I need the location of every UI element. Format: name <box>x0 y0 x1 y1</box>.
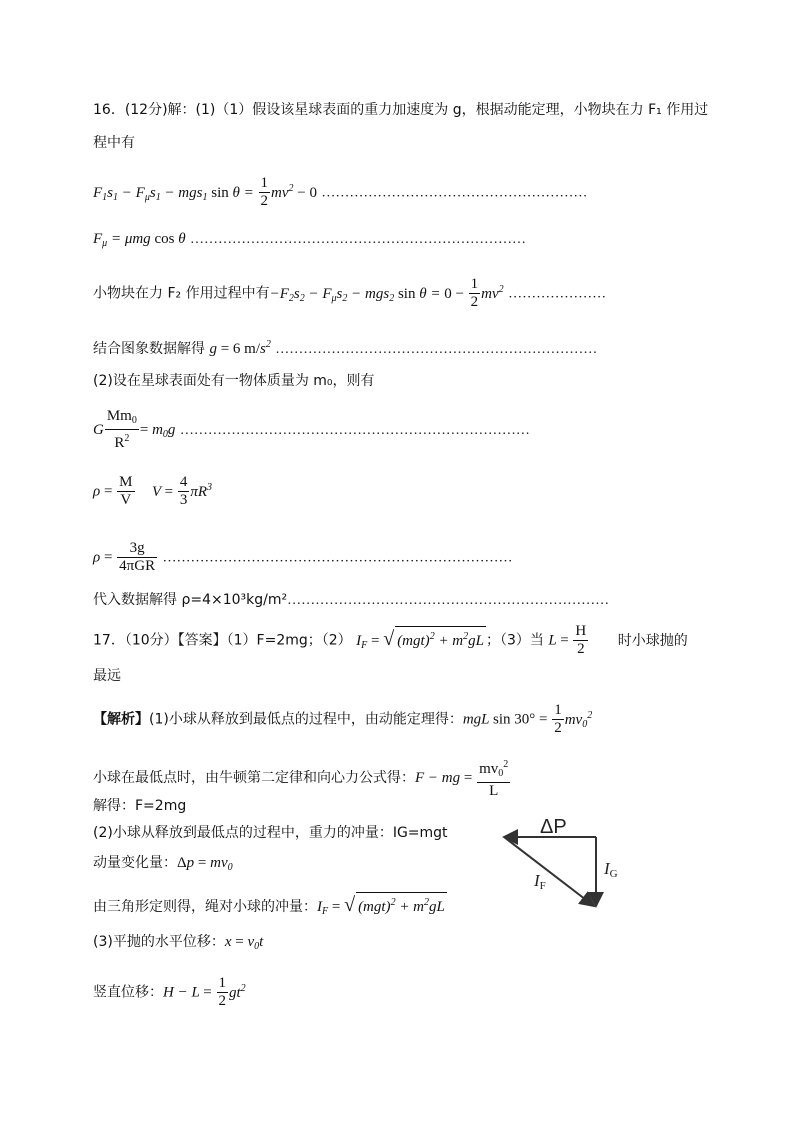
q17-header-cont: 最远 <box>93 668 121 684</box>
if-label: IF <box>534 871 546 892</box>
horizontal-text: (3)平抛的水平位移： <box>93 934 225 950</box>
q17-header: 17．（10分）【答案】（1）F=2mg；（2） $I_F$ = √ $(mgt)^2 + m^2gL$ ；（3）当 L = $\frac{H}{2}$ 时小球抛的 <box>93 623 688 657</box>
part3-horizontal: (3)平抛的水平位移：$x = v_0t$ <box>93 934 264 952</box>
dots: ………………… <box>508 286 607 302</box>
eq-work-energy-f2: 小物块在力 F₂ 作用过程中有$-F_2s_2 - F_\mu s_2 - mgs_2$ sin θ = 0 − $\frac{1}{2}$ $mv^2$ ………………… <box>93 276 607 310</box>
lowest-point-text: 小球在最低点时，由牛顿第二定律和向心力公式得： <box>93 770 415 786</box>
q16-part2: (2)设在星球表面处有一物体质量为 m₀，则有 <box>93 373 375 389</box>
triangle-text: 由三角形定则得，绳对小球的冲量： <box>93 899 317 915</box>
lowest-point: 小球在最低点时，由牛顿第二定律和向心力公式得：F − mg = $\frac{mv_0^2}{L}$ <box>93 756 511 800</box>
dots: ………………………………………………………………… <box>162 550 513 566</box>
result-text: 代入数据解得 ρ=4×10³kg/m² <box>93 592 288 608</box>
dots: ……………………………………………………………… <box>190 232 527 247</box>
text-combine: 结合图象数据解得 <box>93 341 205 357</box>
answer-tail: 时小球抛的 <box>617 632 688 649</box>
eq-work-energy-f1: $F_1s_1 - F_\mu s_1 - mgs_1$ sin θ = $\frac{1}{2}$ $mv^2 - 0$ ………………………………………………… <box>93 175 588 209</box>
delta-p-label: ΔP <box>540 816 567 838</box>
q16-header: 16．(12分)解：(1)（1）假设该星球表面的重力加速度为 g，根据动能定理，小物块在力 F₁ 作用过 <box>93 102 709 118</box>
vertical-text: 竖直位移： <box>93 984 163 1001</box>
analysis-label: 【解析】 <box>93 711 149 728</box>
eq-density-formula: ρ = $\frac{3g}{\text{4πGR}}$ ………………………………………………………………… <box>93 540 513 574</box>
if-arrow <box>504 837 594 906</box>
q16-result <box>93 590 609 611</box>
ig-label: IG <box>604 859 618 880</box>
vertical-disp: 竖直位移：H − L = $\frac{1}{2}$ $gt^2$ <box>93 975 246 1009</box>
eq-density-volume: ρ = $\frac{M}{V}$ V = $\frac{4}{3}$ $\pi R^3$ <box>93 474 213 508</box>
momentum-text: 动量变化量： <box>93 855 177 871</box>
dots: …………………………………………………………… <box>275 342 598 357</box>
triangle-rule: 由三角形定则得，绳对小球的冲量：$I_F$ = √ $(mgt)^2 + m^2gL$ <box>93 894 445 917</box>
dots: ………………………………………………………………… <box>179 423 530 438</box>
momentum-change: 动量变化量：$\Delta p = mv_0$ <box>93 855 233 873</box>
analysis-text: (1)小球从释放到最低点的过程中，由动能定理得： <box>149 711 463 728</box>
q16-header-cont: 程中有 <box>93 135 135 151</box>
eq-friction: $F_\mu = \mu mg$ cos θ ……………………………………………………………… <box>93 231 527 249</box>
text-f2: 小物块在力 F₂ 作用过程中有 <box>93 285 270 302</box>
momentum-triangle-diagram <box>492 810 632 915</box>
part2-impulse: (2)小球从释放到最低点的过程中，重力的冲量：IG=mgt <box>93 825 448 841</box>
eq-gravity: G $\frac{Mm_0}{R^2}$ = $m_0g$ ………………………………………………………………… <box>93 408 530 451</box>
answer-part1: 17．（10分）【答案】（1）F=2mg；（2） <box>93 632 352 649</box>
answer-part3: ；（3）当 <box>486 632 544 649</box>
dots: ………………………………………………… <box>321 185 588 201</box>
eq-g-result: 结合图象数据解得 g = 6 $m/s^2$ …………………………………………………………… <box>93 339 598 357</box>
solve: 解得：F=2mg <box>93 798 187 814</box>
dots: …………………………………………………………… <box>287 593 610 608</box>
analysis-1: 【解析】(1)小球从释放到最低点的过程中，由动能定理得：mgL sin 30° = $\frac{1}{2}$ $mv_0^2$ <box>93 702 593 736</box>
